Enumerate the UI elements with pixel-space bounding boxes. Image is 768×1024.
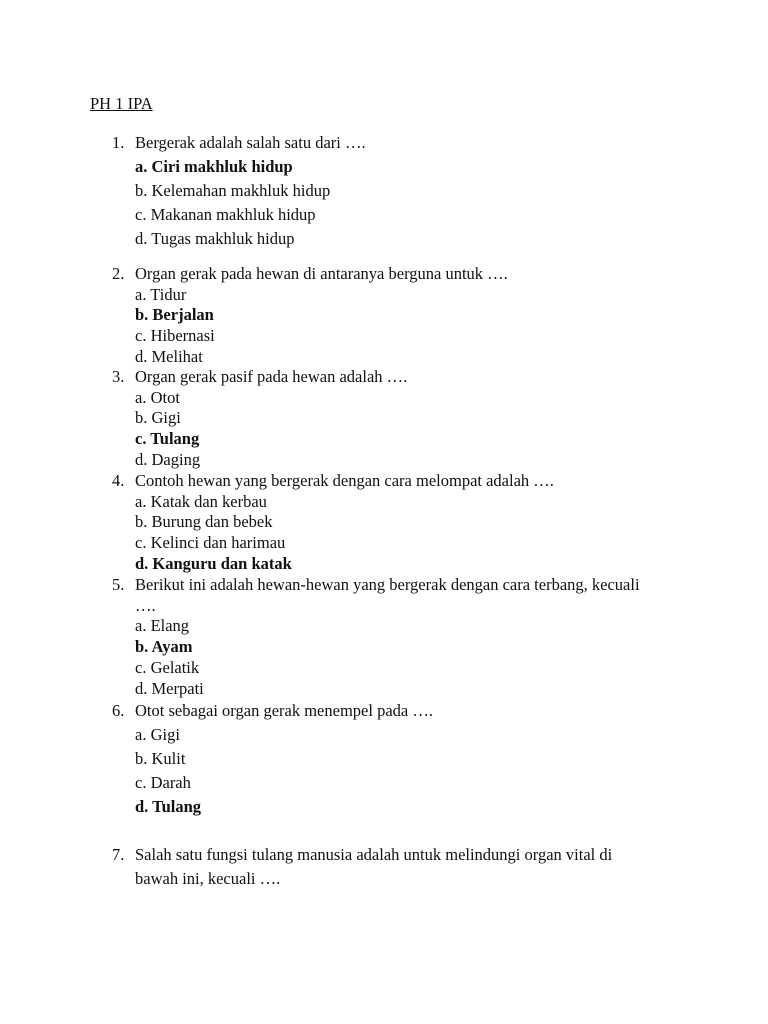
question-number: 7. (112, 845, 125, 864)
option-d: d. Melihat (135, 346, 203, 366)
option-b: b. Gigi (135, 408, 181, 428)
question-text-continued: …. (135, 595, 156, 615)
question-number: 5. (112, 575, 125, 594)
question-7 (112, 843, 692, 891)
option-d-answer: d. Kanguru dan katak (135, 553, 292, 573)
question-2 (112, 264, 692, 368)
option-a: a. Gigi (135, 725, 180, 744)
question-6 (112, 699, 692, 819)
question-text: Organ gerak pasif pada hewan adalah …. (135, 367, 408, 386)
option-d: d. Tugas makhluk hidup (135, 229, 295, 248)
option-a-answer: a. Ciri makhluk hidup (135, 157, 293, 176)
option-c: c. Hibernasi (135, 326, 215, 346)
option-a: a. Katak dan kerbau (135, 491, 267, 511)
question-5 (112, 575, 692, 699)
question-number: 2. (112, 264, 125, 283)
option-a: a. Elang (135, 616, 190, 636)
question-text: Salah satu fungsi tulang manusia adalah untuk melindungi organ vital di (135, 845, 613, 864)
option-b: b. Burung dan bebek (135, 512, 273, 532)
option-c: c. Darah (135, 773, 191, 792)
question-1 (112, 131, 692, 251)
question-text: Bergerak adalah salah satu dari …. (135, 133, 366, 152)
option-c: c. Makanan makhluk hidup (135, 205, 316, 224)
question-text: Organ gerak pada hewan di antaranya berguna untuk …. (135, 264, 508, 283)
question-4 (112, 471, 692, 575)
option-d-answer: d. Tulang (135, 797, 202, 816)
question-number: 4. (112, 471, 125, 490)
option-b: b. Kulit (135, 749, 186, 768)
option-b-answer: b. Berjalan (135, 305, 214, 325)
option-a: a. Tidur (135, 284, 187, 304)
question-number: 1. (112, 133, 125, 152)
question-3 (112, 367, 692, 471)
document-title: PH 1 IPA (90, 94, 153, 113)
option-b: b. Kelemahan makhluk hidup (135, 181, 331, 200)
option-c-answer: c. Tulang (135, 429, 200, 449)
question-text: Contoh hewan yang bergerak dengan cara melompat adalah …. (135, 471, 554, 490)
question-number: 6. (112, 701, 125, 720)
question-text-continued: bawah ini, kecuali …. (135, 869, 281, 888)
option-d: d. Daging (135, 449, 201, 469)
option-c: c. Kelinci dan harimau (135, 533, 286, 553)
option-b-answer: b. Ayam (135, 637, 193, 657)
option-c: c. Gelatik (135, 657, 200, 677)
question-text: Berikut ini adalah hewan-hewan yang bergerak dengan cara terbang, kecuali (135, 575, 640, 594)
option-d: d. Merpati (135, 678, 204, 698)
option-a: a. Otot (135, 387, 180, 407)
question-text: Otot sebagai organ gerak menempel pada …. (135, 701, 433, 720)
question-number: 3. (112, 367, 125, 386)
